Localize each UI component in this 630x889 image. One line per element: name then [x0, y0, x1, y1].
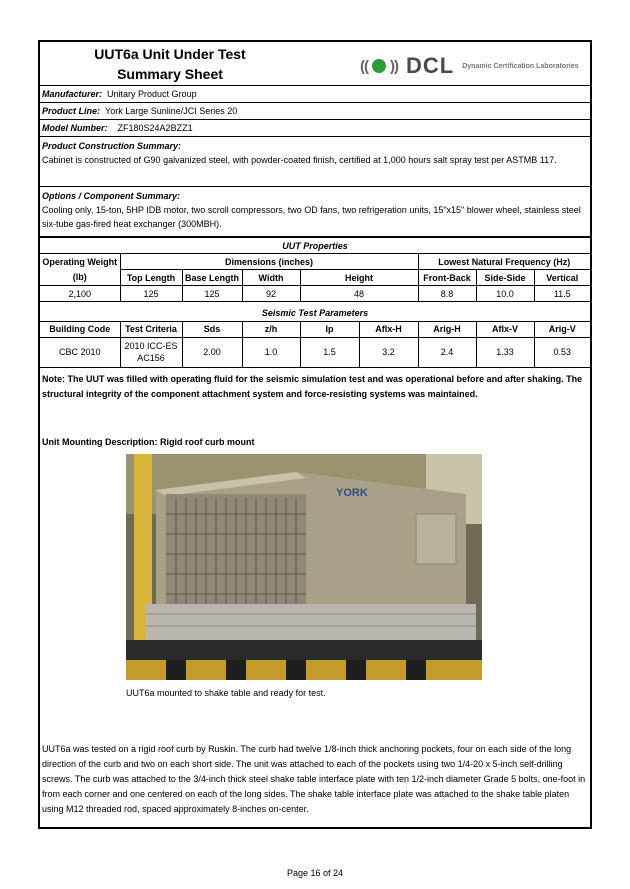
value-arig-v: 0.53: [534, 337, 590, 367]
header-aflx-v: Aflx-V: [476, 321, 534, 337]
header-ip: Ip: [300, 321, 359, 337]
header-arig-v: Arig-V: [534, 321, 590, 337]
value-zh: 1.0: [242, 337, 300, 367]
value-test-criteria: 2010 ICC-ES AC156: [120, 337, 182, 367]
value-building-code: CBC 2010: [40, 337, 120, 367]
frequency-label: Lowest Natural Frequency (Hz): [418, 254, 590, 270]
page-title-line2: Summary Sheet: [117, 66, 223, 82]
value-base-length: 125: [182, 286, 242, 302]
title-block: [40, 42, 300, 86]
page-number: Page 16 of 24: [286, 868, 344, 878]
header-aflx-h: Aflx-H: [359, 321, 418, 337]
green-dot-icon: [372, 59, 386, 73]
header-base-length: Base Length: [182, 270, 242, 286]
signal-left-icon: ((: [360, 57, 368, 75]
options-label: Options / Component Summary:: [42, 191, 181, 201]
header-zh: z/h: [242, 321, 300, 337]
header-height: Height: [300, 270, 418, 286]
options-text: Cooling only, 15-ton, 5HP IDB motor, two scroll compressors, two OD fans, two refrigeration units, 15"x15" blower wheel, stainless steel six-tube gas-fired heat exchanger (300MBH).: [42, 205, 581, 229]
uut-table-title: UUT Properties: [40, 238, 590, 254]
product-line-label: Product Line:: [42, 106, 100, 116]
header-top-length: Top Length: [120, 270, 182, 286]
manufacturer-value: Unitary Product Group: [107, 89, 197, 99]
page-title-line1: UUT6a Unit Under Test: [94, 46, 246, 62]
header-arig-h: Arig-H: [418, 321, 476, 337]
operating-weight-unit: (lb): [40, 270, 120, 286]
value-operating-weight: 2,100: [40, 286, 120, 302]
model-label: Model Number:: [42, 123, 108, 133]
value-side-side: 10.0: [476, 286, 534, 302]
unit-photo: [126, 454, 482, 680]
manufacturer-label: Manufacturer:: [42, 89, 103, 99]
header-sds: Sds: [182, 321, 242, 337]
dimensions-label: Dimensions (inches): [120, 254, 418, 270]
product-line-row: [40, 103, 590, 120]
logo-subtitle: Dynamic Certification Laboratories: [462, 62, 579, 70]
operating-weight-label: Operating Weight: [40, 254, 120, 270]
value-aflx-v: 1.33: [476, 337, 534, 367]
note-text: Note: The UUT was filled with operating fluid for the seismic simulation test and was operational before and after shaking. The structural integrity of the component attachment system and force-resisting systems was maintained.: [42, 374, 583, 399]
value-sds: 2.00: [182, 337, 242, 367]
uut-properties-table: [40, 237, 590, 302]
header-row: [40, 42, 590, 86]
value-aflx-h: 3.2: [359, 337, 418, 367]
signal-right-icon: )): [390, 57, 398, 75]
value-ip: 1.5: [300, 337, 359, 367]
seismic-parameters-table: [40, 305, 590, 368]
construction-text: Cabinet is constructed of G90 galvanized steel, with powder-coated finish, certified at 1,000 hours salt spray test per ASTMB 117.: [42, 155, 557, 165]
dcl-logo: [360, 52, 579, 80]
construction-label: Product Construction Summary:: [42, 141, 182, 151]
test-description: UUT6a was tested on a rigid roof curb by Ruskin. The curb had twelve 1/8-inch thick anchoring pockets, four on each side of the long direction of the curb and two on each short side. The unit was attached to each of the pockets using two 1/4-20 x 5-inch self-drilling screws. The curb was attached to the 3/4-inch thick steel shake table interface plate with ten 1/2-inch diameter Grade 5 bolts, one-foot in from each corner and one centered on each of the long sides. The shake table interface plate was attached to the shake table platen using M12 threaded rod, spaced approximately 8-inches on-center.: [42, 744, 586, 814]
header-building-code: Building Code: [40, 321, 120, 337]
header-test-criteria: Test Criteria: [120, 321, 182, 337]
seismic-table-title: Seismic Test Parameters: [40, 305, 590, 321]
model-row: [40, 120, 590, 137]
header-width: Width: [242, 270, 300, 286]
value-front-back: 8.8: [418, 286, 476, 302]
logo-text: DCL: [406, 53, 455, 78]
header-front-back: Front-Back: [418, 270, 476, 286]
options-row: [40, 187, 590, 237]
mounting-description: Unit Mounting Description: Rigid roof curb mount: [42, 437, 255, 447]
value-arig-h: 2.4: [418, 337, 476, 367]
model-value: ZF180S24A2BZZ1: [117, 123, 193, 133]
value-height: 48: [300, 286, 418, 302]
product-line-value: York Large Sunline/JCI Series 20: [105, 106, 238, 116]
manufacturer-row: [40, 86, 590, 103]
photo-caption: UUT6a mounted to shake table and ready for test.: [126, 688, 326, 698]
construction-row: [40, 137, 590, 187]
value-width: 92: [242, 286, 300, 302]
header-side-side: Side-Side: [476, 270, 534, 286]
york-logo-text: YORK: [336, 487, 368, 499]
value-top-length: 125: [120, 286, 182, 302]
value-vertical: 11.5: [534, 286, 590, 302]
summary-sheet: [38, 40, 592, 829]
header-vertical: Vertical: [534, 270, 590, 286]
